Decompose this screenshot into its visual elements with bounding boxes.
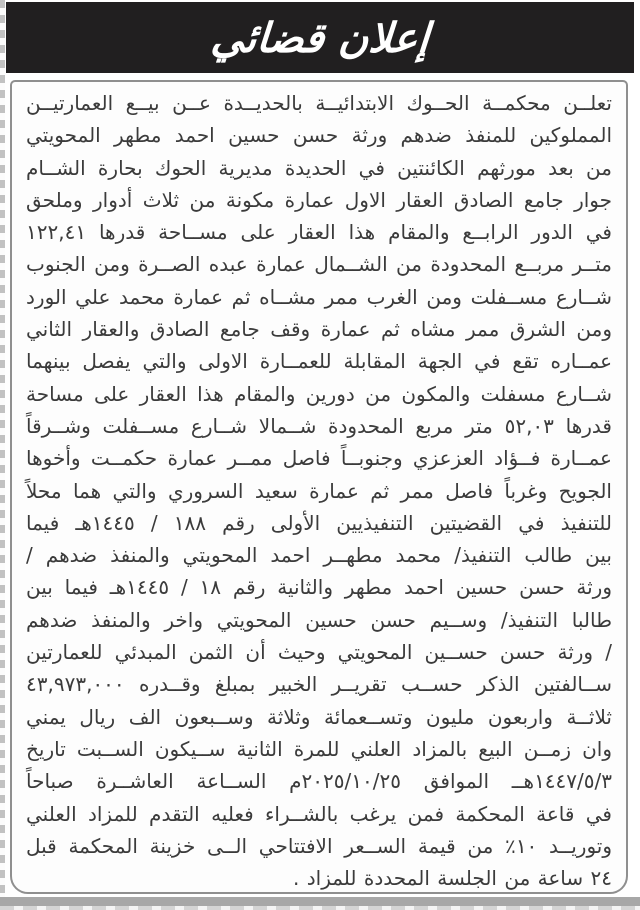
notice-line: ســالفتين الذكر حســب تقريــر الخبير بمبلغ وقــدره ٤٣,٩٧٣,٠٠٠: [26, 672, 612, 697]
bottom-dashes-scan-artifact: [0, 906, 640, 910]
notice-line: شــارع مسفلت والمكون من دورين والمقام هذا العقار على مساحة: [26, 381, 612, 406]
notice-line: / ورثة حسن حســين المحويتي وحيث أن الثمن المبدئي للعمارتين: [26, 640, 612, 665]
notice-header-bar: [6, 2, 634, 73]
notice-body: [26, 87, 612, 894]
notice-line: عمــارة فــؤاد العزعزي وجنوبــاً فاصل ممــر عمارة حكمــت وأخوها: [26, 446, 612, 471]
notice-line: وتوريــد ١٠٪ من قيمة الســعر الافتتاحي الــى خزينة المحكمة قبل: [26, 833, 613, 858]
notice-line: للتنفيذ في القضيتين التنفيذيين الأولى رقم ١٨٨ / ١٤٤٥هـ فيما: [26, 510, 612, 535]
notice-line: ورثة حسن حسين احمد مطهر والثانية رقم ١٨ / ١٤٤٥هـ فيما بين: [26, 575, 612, 600]
notice-line: من بعد مورثهم الكائنتين في الحديدة مديرية الحوك بحارة الشــام: [26, 155, 612, 180]
notice-line: المملوكين للمنفذ ضدهم ورثة حسن حسين احمد مطهر المحويتي: [26, 123, 612, 148]
notice-line: بين طالب التنفيذ/ محمد مطهــر احمد المحويتي والمنفذ ضدهم /: [26, 543, 612, 568]
notice-line: شــارع مســفلت ومن الغرب ممر مشــاه ثم عمارة محمد علي الورد: [26, 284, 612, 309]
notice-line: الجويح وغرباً فاصل ممر ثم عمارة سعيد السروري والتي هما محلاً: [26, 478, 612, 503]
notice-line: قدرها ٥٢,٠٣ متر مربع المحدودة شــمالا شــارع مســفلت وشــرقاً: [26, 413, 612, 438]
notice-line: طالبا التنفيذ/ وســيم حسن حسين المحويتي واخر والمنفذ ضدهم: [26, 607, 612, 632]
notice-line: تعلــن محكمــة الحــوك الابتدائيــة بالحديــدة عــن بيــع العمارتيــن: [26, 91, 612, 115]
notice-line: ثلاثــة واربعون مليون وتســعمائة وثلاثة وســبعون الف ريال يمني: [26, 704, 612, 729]
left-edge-scan-artifact: [0, 0, 5, 897]
notice-line: في الدور الرابــع والمقام هذا العقار على مســاحة قدرها ١٢٢,٤١: [26, 220, 612, 245]
notice-line: وان زمــن البيع بالمزاد العلني للمرة الثانية ســيكون الســبت تاريخ: [26, 736, 612, 761]
notice-box: [10, 80, 628, 894]
bottom-edge-scan-artifact: [0, 897, 640, 906]
notice-line: ١٤٤٧/٥/٣هــ الموافق ٢٠٢٥/١٠/٢٥م الســاعة العاشــرة صباحاً: [26, 769, 612, 794]
notice-line: ٢٤ ساعة من الجلسة المحددة للمزاد .: [293, 866, 612, 891]
notice-line: في قاعة المحكمة فمن يرغب بالشــراء فعليه التقدم للمزاد العلني: [26, 801, 612, 826]
notice-line: عمــاره تقع في الجهة المقابلة للعمــارة الاولى والتي يفصل بينهما: [26, 349, 612, 374]
notice-line: ومن الشرق ممر مشاه ثم عمارة وقف جامع الصادق والعقار الثاني: [26, 317, 612, 342]
notice-line: متــر مربــع المحدودة من الشــمال عمارة عبده الصــرة ومن الجنوب: [26, 252, 612, 277]
notice-title: إعلان قضائي: [209, 13, 431, 62]
notice-line: جوار جامع الصادق العقار الاول عمارة مكونة من ثلاث أدوار وملحق: [26, 187, 612, 212]
